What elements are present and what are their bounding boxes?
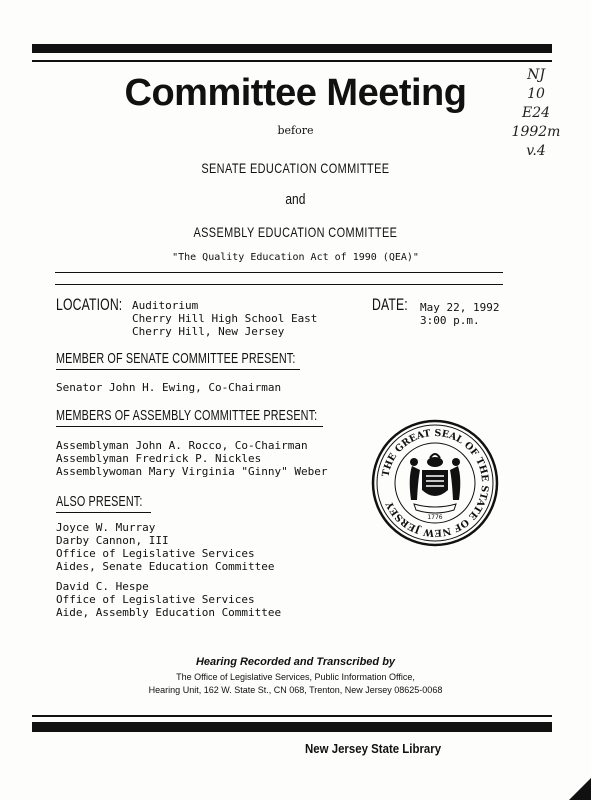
staff-line: Aide, Assembly Education Committee [56, 606, 282, 619]
assembly-heading-underline [56, 426, 323, 427]
handwritten-line: NJ [527, 67, 545, 83]
assembly-members [56, 439, 328, 478]
top-thin-rule [32, 60, 552, 62]
and-label: and [285, 191, 306, 208]
handwritten-line: 1992m [511, 124, 561, 140]
senate-member: Senator John H. Ewing, Co-Chairman [56, 381, 282, 394]
assembly-member: Assemblyman John A. Rocco, Co-Chairman [56, 439, 308, 452]
assembly-present-heading: MEMBERS OF ASSEMBLY COMMITTEE PRESENT: [56, 407, 318, 424]
assembly-committee-name: ASSEMBLY EDUCATION COMMITTEE [193, 224, 398, 240]
assembly-member: Assemblyman Fredrick P. Nickles [56, 452, 262, 465]
senate-committee-name: SENATE EDUCATION COMMITTEE [201, 160, 390, 176]
seal-year: 1776 [427, 514, 443, 521]
staff-line: Office of Legislative Services [56, 547, 255, 560]
staff-group-senate [56, 521, 275, 573]
staff-line: Office of Legislative Services [56, 593, 255, 606]
location-line: Cherry Hill High School East [132, 312, 318, 325]
location-line: Auditorium [132, 299, 199, 312]
subject-lower-rule [55, 284, 503, 285]
footer-address-line: Hearing Unit, 162 W. State St., CN 068, Trenton, New Jersey 08625-0068 [148, 685, 443, 695]
page-corner [569, 778, 591, 800]
location-details [132, 299, 317, 338]
location-line: Cherry Hill, New Jersey [132, 325, 285, 338]
staff-line: Aides, Senate Education Committee [56, 560, 275, 573]
seal-ring-text: THE GREAT SEAL OF THE STATE OF NEW JERSEY [380, 427, 491, 539]
footer-office-line: The Office of Legislative Services, Public Information Office, [176, 672, 415, 682]
subject-upper-rule [55, 272, 503, 273]
hearing-subject: "The Quality Education Act of 1990 (QEA)" [172, 252, 419, 263]
assembly-member: Assemblywoman Mary Virginia "Ginny" Weber [56, 465, 328, 478]
footer-title: Hearing Recorded and Transcribed by [195, 656, 396, 668]
state-seal-icon [370, 418, 500, 548]
staff-line: Darby Cannon, III [56, 534, 169, 547]
page-title: Committee Meeting [124, 72, 467, 114]
handwritten-line: 10 [527, 86, 545, 102]
also-present-heading: ALSO PRESENT: [56, 493, 143, 510]
time-line: 3:00 p.m. [420, 314, 480, 327]
staff-group-assembly [56, 580, 281, 619]
before-label: before [277, 124, 314, 137]
also-present-underline [56, 512, 151, 513]
handwritten-line: E24 [521, 105, 551, 121]
date-details [420, 301, 499, 327]
senate-present-heading: MEMBER OF SENATE COMMITTEE PRESENT: [56, 350, 296, 367]
location-label: LOCATION: [56, 295, 123, 314]
library-stamp: New Jersey State Library [305, 741, 442, 756]
top-thick-rule [32, 44, 552, 53]
bottom-thick-rule [32, 722, 552, 732]
staff-line: David C. Hespe [56, 580, 149, 593]
senate-heading-underline [56, 369, 300, 370]
date-line: May 22, 1992 [420, 301, 500, 314]
handwritten-line: v.4 [526, 143, 546, 159]
bottom-thin-rule [32, 715, 552, 717]
staff-line: Joyce W. Murray [56, 521, 156, 534]
date-label: DATE: [372, 295, 408, 314]
